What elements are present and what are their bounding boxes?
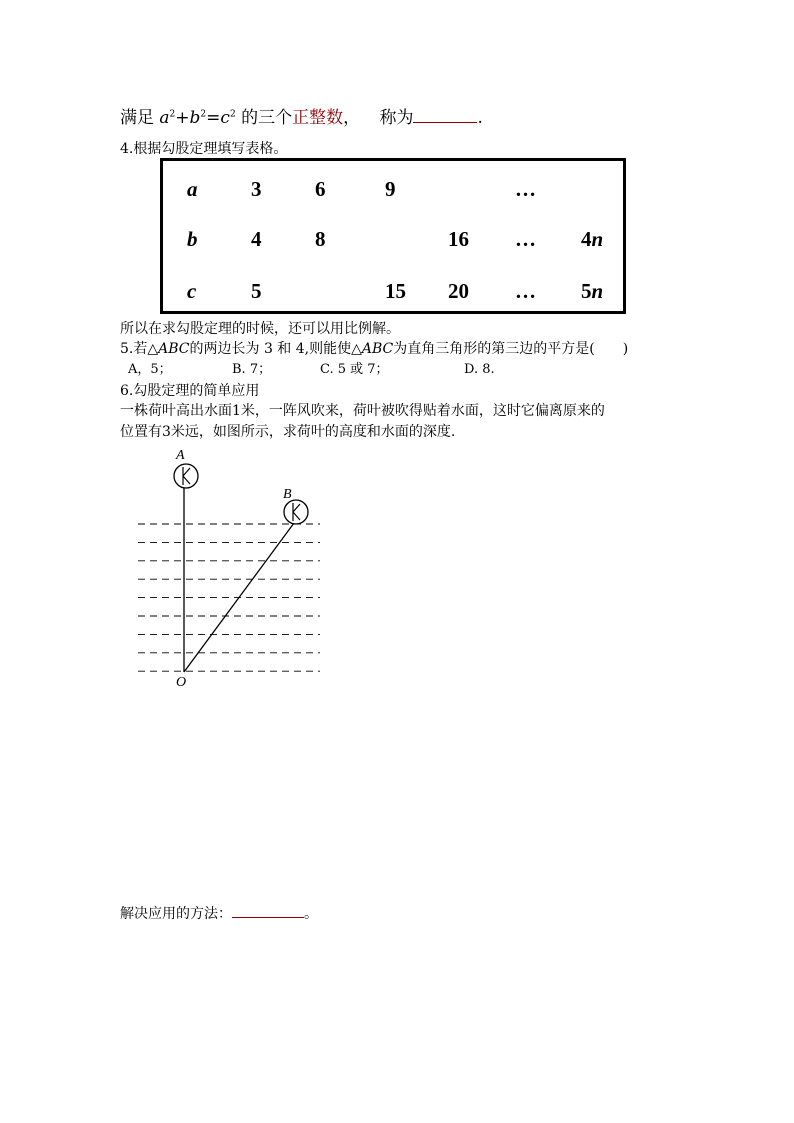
- water-surface-lines: [138, 524, 320, 671]
- label-b: B: [283, 487, 292, 502]
- question-6-line1: 一株荷叶高出水面1米，一阵风吹来，荷叶被吹得贴着水面，这时它偏离原来的: [120, 403, 605, 419]
- option-a: A，5；: [128, 362, 172, 377]
- answer-blank[interactable]: [413, 108, 477, 123]
- table-row-label: c: [187, 279, 197, 303]
- table-cell: 4: [251, 227, 262, 251]
- option-d: D. 8.: [464, 362, 495, 377]
- table-cell: 3: [251, 177, 262, 201]
- table-cell: 5n: [581, 279, 604, 303]
- question-6-title: 6.勾股定理的简单应用: [120, 383, 260, 399]
- table-row-label: b: [187, 227, 198, 251]
- table-cell: 6: [315, 177, 326, 201]
- highlight-term: 正整数: [292, 108, 344, 128]
- table-cell: …: [515, 177, 536, 201]
- question-6-line2: 位置有3米远，如图所示，求荷叶的高度和水面的深度.: [120, 424, 456, 440]
- table-row-label: a: [187, 177, 198, 201]
- table-cell: 8: [315, 227, 326, 251]
- table-cell: 20: [448, 279, 469, 303]
- intro-line: 满足 $a^2+b^2=c^2$ 的三个正整数， 称为 .: [120, 108, 483, 128]
- table-cell: 15: [385, 279, 406, 303]
- lotus-figure: [130, 440, 330, 690]
- lotus-leaf-a-icon: [174, 464, 198, 488]
- label-a: A: [176, 448, 185, 463]
- pythagorean-table: [160, 158, 626, 314]
- table-cell: 4n: [581, 227, 604, 251]
- lotus-leaf-b-icon: [284, 500, 308, 524]
- table-cell: 16: [448, 227, 469, 251]
- table-cell: 9: [385, 177, 396, 201]
- option-c: C. 5 或 7；: [320, 362, 389, 377]
- question-4-title: 4.根据勾股定理填写表格。: [120, 141, 288, 157]
- method-line: 解决应用的方法： 。: [120, 906, 318, 922]
- table-cell: …: [515, 279, 536, 303]
- label-o: O: [176, 675, 187, 690]
- table-cell: …: [515, 227, 536, 251]
- question-5: 5.若△ABC的两边长为 3 和 4,则能使△ABC为直角三角形的第三边的平方是( ): [120, 341, 629, 357]
- table-note: 所以在求勾股定理的时候，还可以用比例解。: [120, 321, 400, 337]
- method-blank[interactable]: [232, 905, 304, 918]
- table-cell: 5: [251, 279, 262, 303]
- option-b: B. 7；: [232, 362, 272, 377]
